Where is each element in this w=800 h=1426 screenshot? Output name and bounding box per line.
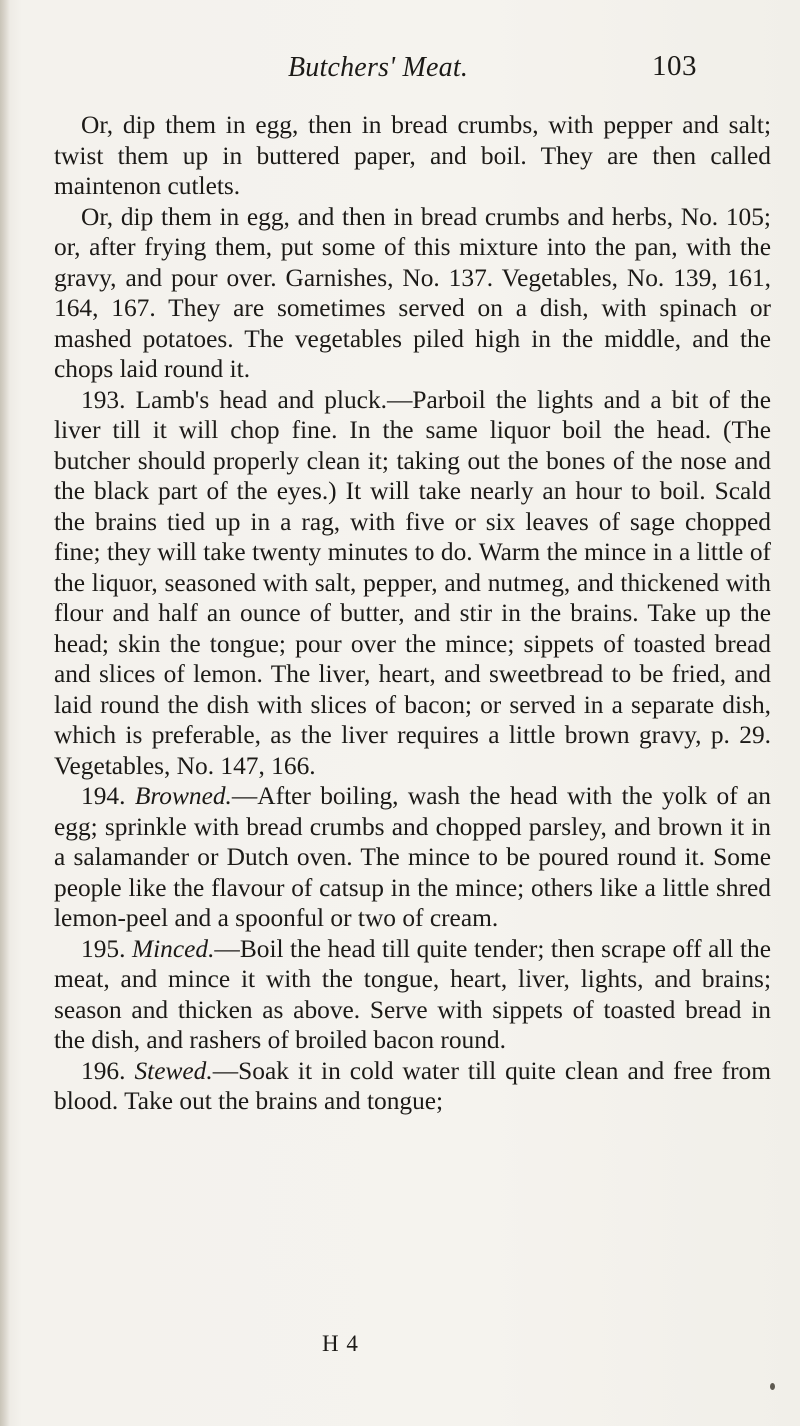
paragraph-number: 195. xyxy=(81,934,126,963)
paragraph-title: Minced. xyxy=(131,934,215,963)
page-header xyxy=(0,52,800,92)
paragraph xyxy=(54,202,771,385)
paragraph-text: —Boil the head till quite tender; then scrape off all the meat, and mince it with the tongue, heart, liver, lights, and brains; season and thicken as above. Serve with sippets of toasted bread in the dish, and rashers of broiled bacon round. xyxy=(54,934,771,1054)
paragraph xyxy=(54,934,771,1056)
running-head: Butchers' Meat. xyxy=(288,52,469,83)
paragraph xyxy=(54,781,771,934)
paragraph-text: Or, dip them in egg, and then in bread crumbs and herbs, No. 105; or, after frying them, put some of this mixture into the pan, with the gravy, and pour over. Garnishes, No. 137. Vegetables, No. 139, 161, 164, 167. They are sometimes served on a dish, with spinach or mashed potatoes. The vegetables piled high in the middle, and the chops laid round it. xyxy=(54,202,771,383)
body-text xyxy=(54,110,771,1117)
paragraph-number: 193. xyxy=(81,385,126,414)
paragraph-text: —Soak it in cold water till quite clean and free from blood. Take out the brains and tongue; xyxy=(54,1056,771,1115)
paragraph-number: 194. xyxy=(81,782,126,810)
paragraph-text: Or, dip them in egg, then in bread crumbs, with pepper and salt; twist them up in buttered paper, and boil. They are then called maintenon cutlets. xyxy=(54,111,771,200)
signature-mark: H 4 xyxy=(322,1331,359,1356)
paragraph-text: Lamb's head and pluck.—Parboil the lights and a bit of the liver till it will chop fine. In the same liquor boil the head. (The butcher should properly clean it; taking out the bones of the nose and the black part of the eyes.) It will take nearly an hour to boil. Scald the brains tied up in a rag, with five or six leaves of sage chopped fine; they will take twenty minutes to do. Warm the mince in a little of the liquor, seasoned with salt, pepper, and nutmeg, and thickened with flour and half an ounce of butter, and stir in the brains. Take up the head; skin the tongue; pour over the mince; sippets of toasted bread and slices of lemon. The liver, heart, and sweetbread to be fried, and laid round the dish with slices of bacon; or served in a separate dish, which is preferable, as the liver requires a little brown gravy, p. 29. Vegetables, No. 147, 166. xyxy=(54,385,771,780)
paragraph xyxy=(54,1056,771,1117)
paragraph xyxy=(54,110,771,202)
paragraph xyxy=(54,385,771,782)
paragraph-title: Browned. xyxy=(134,782,232,810)
gutter-shadow xyxy=(0,0,10,1426)
page-number: 103 xyxy=(652,50,697,82)
paragraph-text: —After boiling, wash the head with the yolk of an egg; sprinkle with bread crumbs and chopped parsley, and brown it in a salamander or Dutch oven. The mince to be poured round it. Some people like the flavour of catsup in the mince; others like a little shred lemon-peel and a spoonful or two of cream. xyxy=(54,782,771,932)
paragraph-title: Stewed. xyxy=(134,1056,213,1085)
paragraph-number: 196. xyxy=(81,1056,126,1085)
ink-speck xyxy=(770,1383,775,1390)
